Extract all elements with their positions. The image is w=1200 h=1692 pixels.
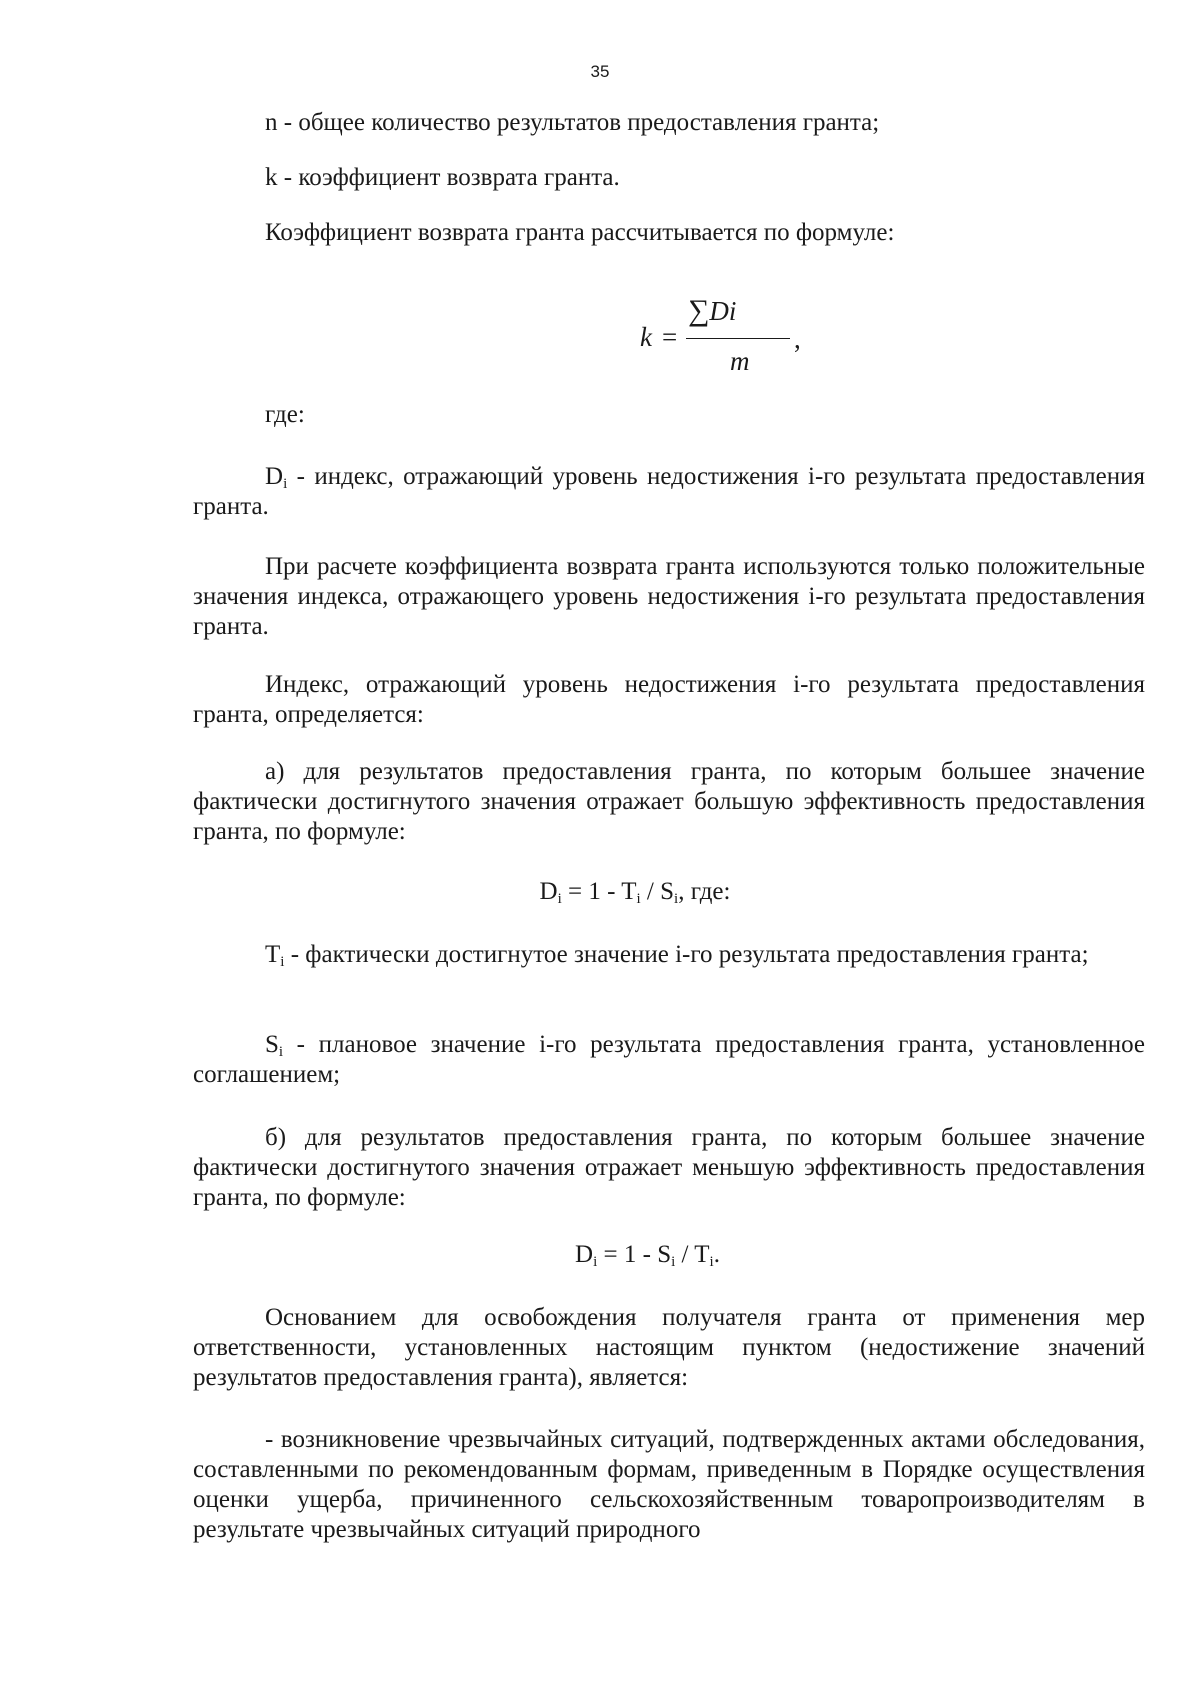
paragraph-case-b: б) для результатов предоставления гранта, по которым большее значение фактически достигнутого значения отражает меньшую эффективность предоставления гранта, по формуле: bbox=[193, 1124, 1145, 1211]
paragraph-positive-values: При расчете коэффициента возврата гранта используются только положительные значения индекса, отражающего уровень недостижения i-го результата предоставления гранта. bbox=[193, 553, 1145, 640]
formula-a bbox=[0, 877, 1200, 907]
symbol-d: D bbox=[539, 878, 558, 905]
formula-k-equals: = bbox=[662, 322, 678, 352]
paragraph-where: где: bbox=[265, 401, 305, 428]
paragraph-k-definition: k - коэффициент возврата гранта. bbox=[265, 164, 620, 191]
symbol-t: T bbox=[694, 1241, 710, 1268]
paragraph-index-determined: Индекс, отражающий уровень недостижения i-го результата предоставления гранта, определяется: bbox=[193, 671, 1145, 728]
symbol-s: S bbox=[265, 1031, 279, 1058]
di-definition-text: - индекс, отражающий уровень недостижения i-го результата предоставления гранта. bbox=[193, 463, 1145, 520]
symbol-d: D bbox=[575, 1241, 594, 1268]
subscript-i: i bbox=[283, 476, 288, 492]
subscript-i: i bbox=[671, 1254, 676, 1270]
symbol-s: S bbox=[657, 1241, 672, 1268]
paragraph-case-a: а) для результатов предоставления гранта, по которым большее значение фактически достигнутого значения отражает большую эффективность предоставления гранта, по формуле: bbox=[193, 758, 1145, 845]
paragraph-exemption-basis: Основанием для освобождения получателя гранта от применения мер ответственности, установленных настоящим пунктом (недостижение значений результатов предоставления гранта), является: bbox=[193, 1304, 1145, 1391]
subscript-i: i bbox=[674, 891, 679, 907]
symbol-d: D bbox=[265, 463, 284, 490]
formula-b-eq: = 1 - bbox=[597, 1241, 658, 1268]
si-definition-text: - плановое значение i-го результата предоставления гранта, установленное соглашением; bbox=[193, 1031, 1145, 1088]
paragraph-k-formula-intro: Коэффициент возврата гранта рассчитывается по формуле: bbox=[265, 219, 895, 246]
fraction-bar bbox=[686, 338, 790, 339]
subscript-i: i bbox=[278, 1044, 284, 1060]
symbol-s: S bbox=[660, 878, 675, 905]
paragraph-ti-definition bbox=[193, 940, 1145, 970]
symbol-t: T bbox=[621, 878, 637, 905]
formula-k-lhs: k bbox=[640, 322, 652, 352]
paragraph-di-definition bbox=[193, 462, 1145, 522]
formula-k-comma: , bbox=[794, 324, 801, 354]
formula-k-numerator-text: Di bbox=[709, 296, 737, 326]
formula-b-sep: / bbox=[675, 1241, 695, 1268]
symbol-t: T bbox=[265, 941, 281, 968]
subscript-i: i bbox=[557, 891, 562, 907]
formula-a-eq: = 1 - bbox=[561, 878, 622, 905]
formula-k-denominator: m bbox=[730, 346, 750, 376]
page-number: 35 bbox=[590, 62, 610, 81]
paragraph-si-definition bbox=[193, 1030, 1145, 1090]
ti-definition-text: - фактически достигнутое значение i-го результата предоставления гранта; bbox=[284, 941, 1089, 968]
formula-a-sep: / bbox=[640, 878, 661, 905]
formula-b-tail: . bbox=[713, 1241, 720, 1268]
sum-sign: ∑ bbox=[688, 294, 710, 327]
subscript-i: i bbox=[280, 954, 285, 970]
subscript-i: i bbox=[593, 1254, 598, 1270]
formula-b bbox=[0, 1240, 1200, 1270]
paragraph-emergency-situations: - возникновение чрезвычайных ситуаций, подтвержденных актами обследования, составленными по рекомендованным формам, приведенным в Порядке осуществления оценки ущерба, причиненного сельскохозяйственным товаропроизводителям в результате чрезвычайных ситуаций природного bbox=[193, 1426, 1145, 1543]
subscript-i: i bbox=[636, 891, 641, 907]
formula-a-tail: , где: bbox=[678, 878, 731, 905]
formula-k-numerator bbox=[688, 294, 736, 328]
paragraph-n-definition: n - общее количество результатов предоставления гранта; bbox=[265, 109, 880, 136]
subscript-i: i bbox=[709, 1254, 714, 1270]
